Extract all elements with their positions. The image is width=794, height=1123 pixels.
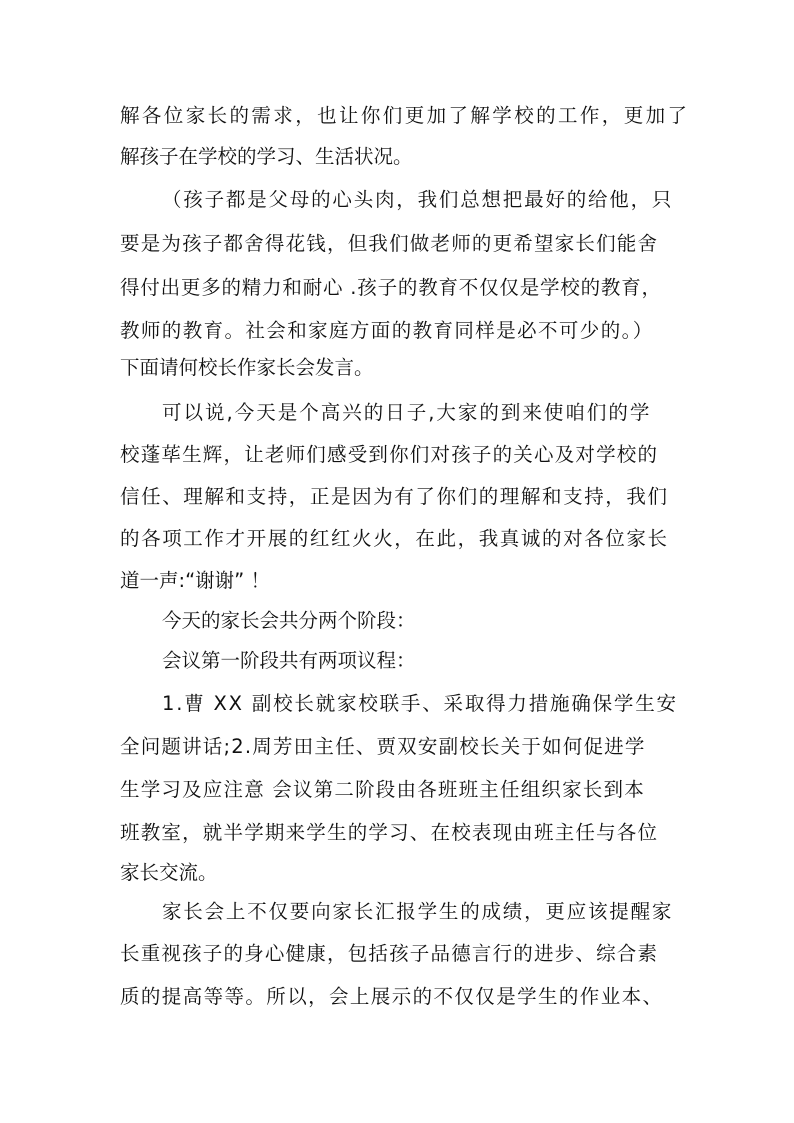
paragraph-start-line: 今天的家长会共分两个阶段： <box>162 609 416 632</box>
paragraph-start-line: 会议第一阶段共有两项议程： <box>162 649 416 672</box>
text-line: 道一声:“谢谢” ！ <box>120 569 270 592</box>
text-line: 解孩子在学校的学习、生活状况。 <box>120 145 413 168</box>
text-line: 长重视孩子的身心健康，包括孩子品德言行的进步、综合素 <box>120 942 659 965</box>
text-line: 班教室，就半学期来学生的学习、在校表现由班主任与各位 <box>120 821 659 844</box>
text-line: 校蓬荜生辉，让老师们感受到你们对孩子的关心及对学校的 <box>120 443 659 466</box>
text-line: 质的提高等等。所以，会上展示的不仅仅是学生的作业本、 <box>120 985 664 1008</box>
text-line: 家长交流。 <box>120 861 218 884</box>
text-line: 的各项工作才开展的红红火火，在此，我真诚的对各位家长 <box>120 527 669 550</box>
text-line: 要是为孩子都舍得花钱，但我们做老师的更希望家长们能舍 <box>120 232 659 255</box>
paragraph-start-line: 家长会上不仅要向家长汇报学生的成绩，更应该提醒家 <box>162 900 674 923</box>
paragraph-start-line: 可以说,今天是个高兴的日子,大家的到来使咱们的学 <box>162 401 652 424</box>
text-line: 全问题讲话;2.周芳田主任、贾双安副校长关于如何促进学 <box>120 735 646 758</box>
text-line: 教师的教育。社会和家庭方面的教育同样是必不可少的。） <box>120 319 654 342</box>
paragraph-start-line: （孩子都是父母的心头肉，我们总想把最好的给他，只 <box>162 188 674 211</box>
text-line: 解各位家长的需求，也让你们更加了解学校的工作，更加了 <box>120 104 690 127</box>
text-line: 下面请何校长作家长会发言。 <box>120 356 374 379</box>
text-line: 生学习及应注意 会议第二阶段由各班班主任组织家长到本 <box>120 778 645 801</box>
text-line: 信任、理解和支持，正是因为有了你们的理解和支持，我们 <box>120 485 669 508</box>
text-line: 得付出更多的精力和耐心 .孩子的教育不仅仅是学校的教育， <box>120 276 662 299</box>
paragraph-start-line: 1.曹 XX 副校长就家校联手、采取得力措施确保学生安 <box>162 692 678 715</box>
